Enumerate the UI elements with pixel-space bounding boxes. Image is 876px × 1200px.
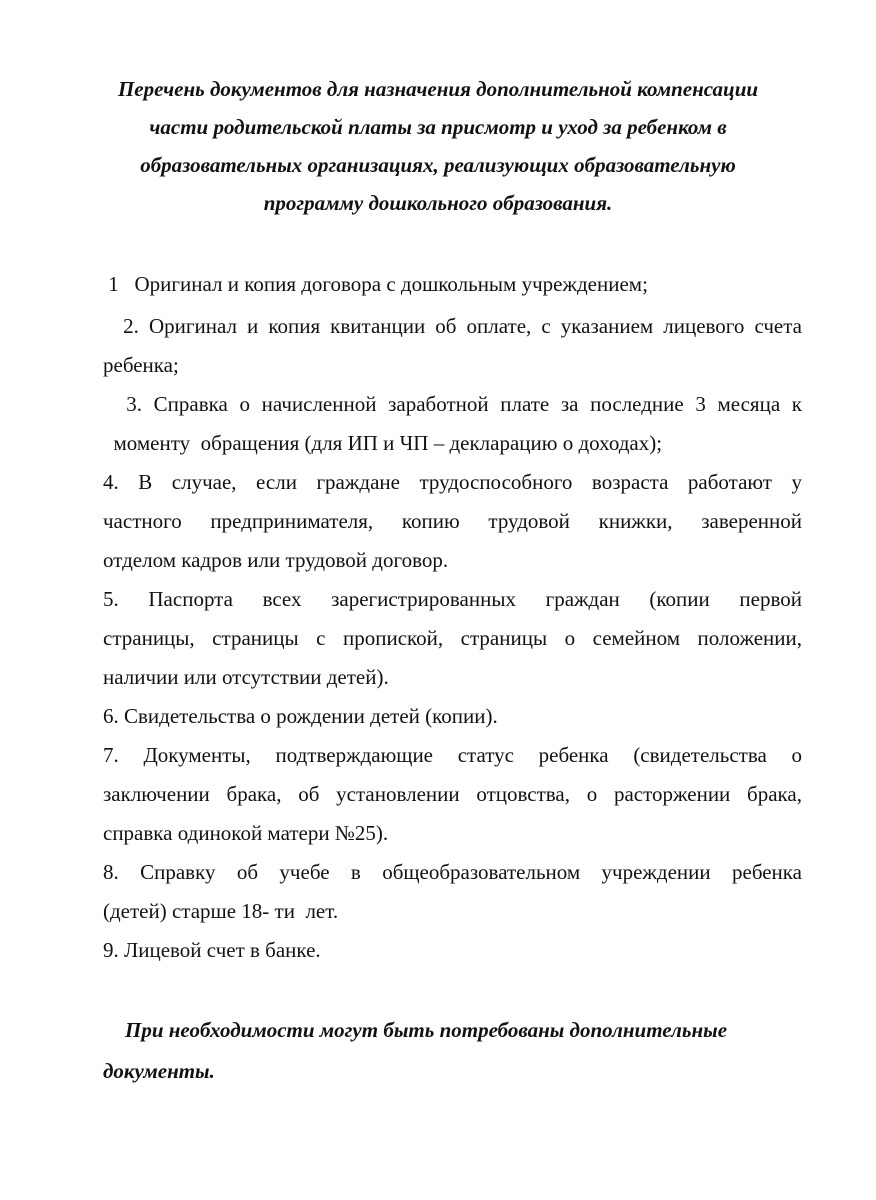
list-item-4-line-2: частного предпринимателя, копию трудовой книжки, заверенной xyxy=(103,509,802,533)
footer-note-line-2: документы. xyxy=(103,1059,215,1083)
list-item-4-line-3: отделом кадров или трудовой договор. xyxy=(103,548,449,572)
list-item-5-line-2: страницы, страницы с пропиской, страницы о семейном положении, xyxy=(103,626,802,650)
footer-note-line-1: При необходимости могут быть потребованы дополнительные xyxy=(125,1018,728,1042)
list-item-8-line-2: (детей) старше 18- ти лет. xyxy=(103,899,339,923)
title-line: образовательных организациях, реализующих образовательную xyxy=(140,153,736,177)
list-item-7-line-1: 7. Документы, подтверждающие статус ребенка (свидетельства о xyxy=(103,743,802,767)
list-item-5-line-1: 5. Паспорта всех зарегистрированных граждан (копии первой xyxy=(103,587,802,611)
list-item-2-line-1: 2. Оригинал и копия квитанции об оплате, с указанием лицевого счета xyxy=(103,314,802,338)
list-item-5-line-3: наличии или отсутствии детей). xyxy=(103,665,389,689)
list-item-8-line-1: 8. Справку об учебе в общеобразовательном учреждении ребенка xyxy=(103,860,802,884)
list-item-2-line-2: ребенка; xyxy=(103,353,179,377)
title-line: части родительской платы за присмотр и уход за ребенком в xyxy=(149,115,727,139)
list-item-6-line-1: 6. Свидетельства о рождении детей (копии). xyxy=(103,704,498,728)
title-line: программу дошкольного образования. xyxy=(263,191,613,215)
list-item-4-line-1: 4. В случае, если граждане трудоспособного возраста работают у xyxy=(103,470,802,494)
document-title xyxy=(80,70,796,222)
list-item-3-line-2: моменту обращения (для ИП и ЧП – декларацию о доходах); xyxy=(103,431,663,455)
list-item-3-line-1: 3. Справка о начисленной заработной плате за последние 3 месяца к xyxy=(103,392,802,416)
list-item-7-line-3: справка одинокой матери №25). xyxy=(103,821,389,845)
list-item-1-line-1: 1 Оригинал и копия договора с дошкольным учреждением; xyxy=(103,272,648,296)
title-line: Перечень документов для назначения дополнительной компенсации xyxy=(117,77,759,101)
list-item-9-line-1: 9. Лицевой счет в банке. xyxy=(103,938,321,962)
list-item-7-line-2: заключении брака, об установлении отцовства, о расторжении брака, xyxy=(103,782,802,806)
